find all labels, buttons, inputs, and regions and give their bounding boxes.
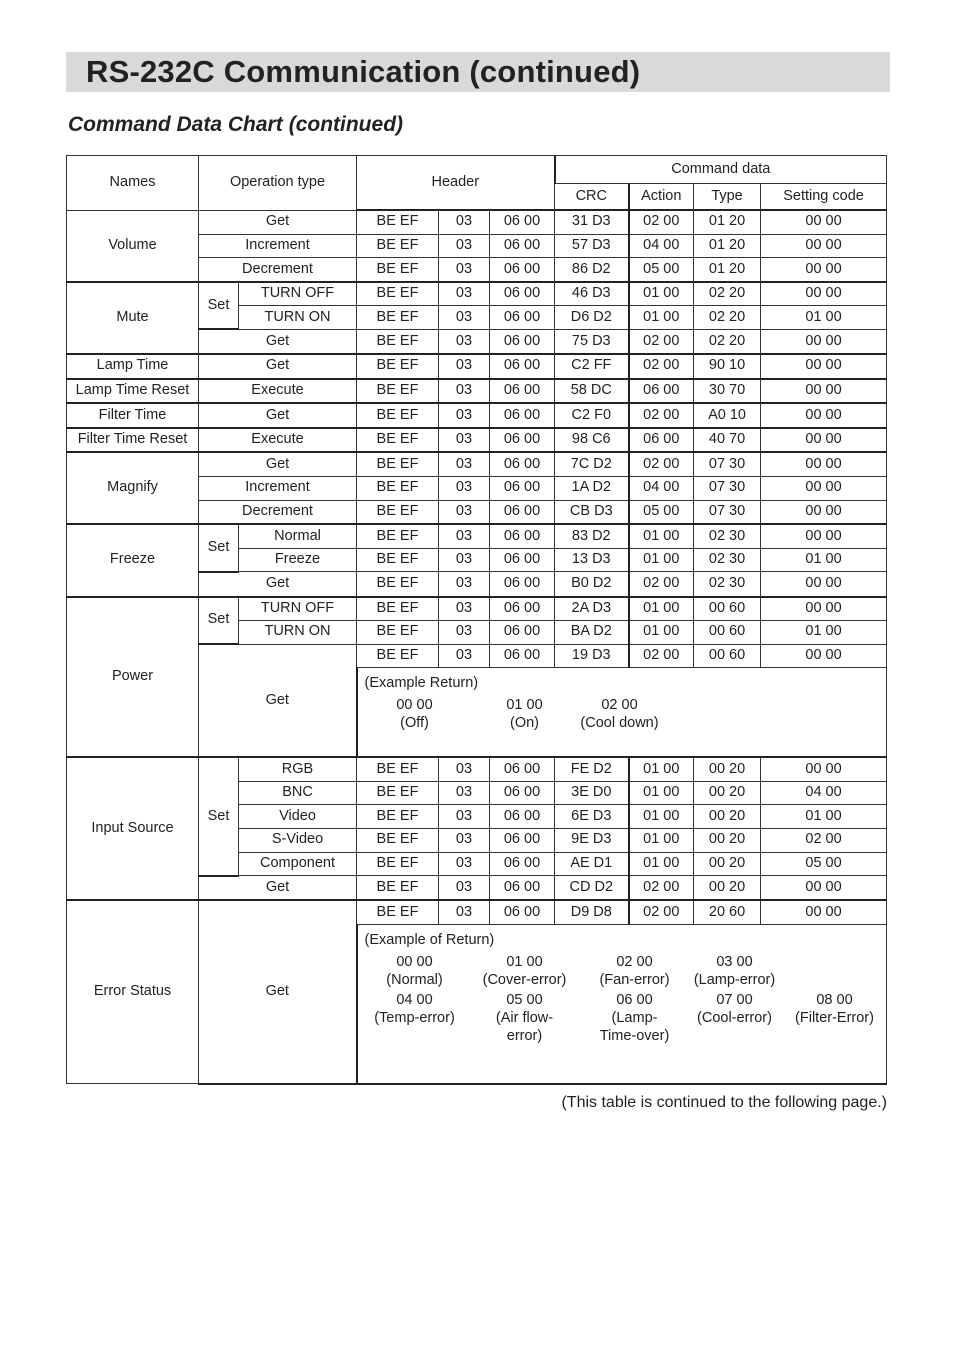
section-title-main: Command Data Chart [68,113,283,136]
cell-h1: BE EF [357,829,439,853]
cell-h3: 06 00 [490,781,555,805]
power-example-cell [357,668,887,758]
cell-action: 01 00 [629,524,694,548]
cell-h3: 06 00 [490,258,555,282]
row-name: Filter Time Reset [67,428,199,453]
operation-type: TURN OFF [239,597,357,621]
cell-crc: B0 D2 [555,572,629,597]
set-label: Set [199,282,239,330]
cell-action: 02 00 [629,572,694,597]
example-code: 07 00 [716,991,753,1008]
cell-type: 01 20 [694,210,761,234]
row-name: Mute [67,282,199,354]
cell-action: 01 00 [629,548,694,572]
cell-setting: 00 00 [761,597,887,621]
cell-crc: D6 D2 [555,306,629,330]
cell-crc: 7C D2 [555,452,629,476]
cell-h3: 06 00 [490,329,555,354]
cell-action: 01 00 [629,829,694,853]
example-item [685,953,785,989]
header-header: Header [357,156,555,211]
cell-crc: 6E D3 [555,805,629,829]
row-name: Lamp Time Reset [67,379,199,404]
cell-crc: FE D2 [555,757,629,781]
example-item [785,991,885,1027]
example-code: 03 00 [716,953,753,970]
cell-action: 01 00 [629,621,694,645]
cell-crc: 46 D3 [555,282,629,306]
page-title: RS-232C Communication (continued) [86,54,641,89]
cell-h3: 06 00 [490,572,555,597]
cell-setting: 00 00 [761,403,887,428]
example-label: (Lamp- Time-over) [599,1009,670,1044]
cell-setting: 01 00 [761,548,887,572]
cell-action: 04 00 [629,234,694,258]
cell-h2: 03 [439,306,490,330]
cell-h2: 03 [439,234,490,258]
example-code: 06 00 [616,991,653,1008]
cell-h3: 06 00 [490,282,555,306]
operation-type: S-Video [239,829,357,853]
cell-h2: 03 [439,876,490,901]
header-operation-type: Operation type [199,156,357,211]
table-row [67,428,887,453]
cell-h1: BE EF [357,329,439,354]
cell-h1: BE EF [357,644,439,668]
example-code: 08 00 [816,991,853,1008]
row-name: Filter Time [67,403,199,428]
cell-action: 04 00 [629,477,694,501]
cell-h1: BE EF [357,500,439,524]
example-item [585,953,685,989]
header-type: Type [694,184,761,211]
example-item [570,696,670,732]
cell-h2: 03 [439,781,490,805]
footnote: (This table is continued to the following page.) [561,1094,887,1111]
cell-type: 20 60 [694,900,761,924]
cell-setting: 00 00 [761,524,887,548]
cell-action: 01 00 [629,282,694,306]
example-label: (Cover-error) [482,971,567,988]
operation-type: Component [239,852,357,876]
cell-crc: 13 D3 [555,548,629,572]
example-item [475,953,575,989]
cell-h1: BE EF [357,379,439,404]
table-row [67,452,887,476]
set-label: Set [199,524,239,572]
cell-h2: 03 [439,403,490,428]
table-row [67,524,887,548]
cell-setting: 00 00 [761,900,887,924]
row-name: Input Source [67,757,199,900]
cell-type: 00 20 [694,781,761,805]
cell-setting: 00 00 [761,329,887,354]
row-name: Freeze [67,524,199,596]
cell-crc: 19 D3 [555,644,629,668]
cell-h1: BE EF [357,757,439,781]
cell-setting: 05 00 [761,852,887,876]
cell-h3: 06 00 [490,428,555,453]
cell-h2: 03 [439,500,490,524]
operation-type: Execute [199,379,357,404]
example-item [585,991,685,1045]
cell-setting: 01 00 [761,621,887,645]
cell-crc: 57 D3 [555,234,629,258]
cell-action: 01 00 [629,852,694,876]
operation-type: Normal [239,524,357,548]
cell-h1: BE EF [357,258,439,282]
cell-h1: BE EF [357,234,439,258]
row-name: Magnify [67,452,199,524]
cell-action: 05 00 [629,500,694,524]
cell-h1: BE EF [357,306,439,330]
cell-setting: 01 00 [761,805,887,829]
cell-action: 01 00 [629,306,694,330]
cell-setting: 00 00 [761,258,887,282]
cell-crc: 83 D2 [555,524,629,548]
cell-h3: 06 00 [490,452,555,476]
cell-type: 02 20 [694,306,761,330]
cell-setting: 00 00 [761,477,887,501]
cell-h1: BE EF [357,452,439,476]
cell-h3: 06 00 [490,306,555,330]
table-row [67,282,887,306]
example-label: (On) [510,715,539,732]
example-label: (Cool down) [580,715,659,732]
example-label: (Temp-error) [374,1009,455,1026]
cell-h2: 03 [439,757,490,781]
operation-type: Increment [199,477,357,501]
cell-h1: BE EF [357,900,439,924]
example-label: (Fan-error) [599,971,670,988]
cell-type: 02 30 [694,548,761,572]
example-code: 01 00 [506,697,543,714]
row-name: Power [67,597,199,758]
cell-type: 07 30 [694,452,761,476]
cell-h3: 06 00 [490,852,555,876]
cell-crc: 9E D3 [555,829,629,853]
example-title: (Example of Return) [364,931,495,948]
operation-type: Decrement [199,500,357,524]
cell-h3: 06 00 [490,354,555,379]
cell-crc: 2A D3 [555,597,629,621]
cell-type: 01 20 [694,258,761,282]
cell-h2: 03 [439,572,490,597]
cell-action: 01 00 [629,757,694,781]
operation-type: TURN ON [239,306,357,330]
cell-h2: 03 [439,452,490,476]
operation-type: Get [199,403,357,428]
operation-type: RGB [239,757,357,781]
cell-setting: 00 00 [761,234,887,258]
cell-h1: BE EF [357,428,439,453]
cell-h2: 03 [439,477,490,501]
cell-type: 00 60 [694,621,761,645]
cell-action: 02 00 [629,876,694,901]
command-data-table [66,155,887,1085]
cell-h3: 06 00 [490,644,555,668]
cell-h1: BE EF [357,621,439,645]
cell-type: 07 30 [694,500,761,524]
operation-type: BNC [239,781,357,805]
error-example-cell [357,924,887,1084]
cell-type: 02 30 [694,524,761,548]
cell-h2: 03 [439,210,490,234]
example-code: 05 00 [506,991,543,1008]
header-names: Names [67,156,199,211]
cell-h2: 03 [439,597,490,621]
cell-h3: 06 00 [490,548,555,572]
operation-type: Decrement [199,258,357,282]
title-bar [66,52,890,92]
cell-type: 02 30 [694,572,761,597]
example-item [365,953,465,989]
example-label: (Filter-Error) [795,1009,874,1026]
example-title: (Example Return) [364,675,479,692]
cell-h2: 03 [439,900,490,924]
cell-setting: 00 00 [761,644,887,668]
cell-crc: 1A D2 [555,477,629,501]
cell-h1: BE EF [357,805,439,829]
cell-h3: 06 00 [490,876,555,901]
cell-setting: 00 00 [761,452,887,476]
row-name: Lamp Time [67,354,199,379]
cell-h1: BE EF [357,210,439,234]
example-item [365,696,465,732]
cell-h3: 06 00 [490,210,555,234]
cell-action: 02 00 [629,900,694,924]
header-crc: CRC [555,184,629,211]
table-row [67,354,887,379]
cell-h1: BE EF [357,572,439,597]
operation-type: Get [199,644,357,757]
operation-type: Get [199,210,357,234]
cell-setting: 00 00 [761,379,887,404]
row-name: Volume [67,210,199,282]
cell-h1: BE EF [357,354,439,379]
cell-h3: 06 00 [490,403,555,428]
cell-setting: 00 00 [761,572,887,597]
cell-h3: 06 00 [490,757,555,781]
cell-h1: BE EF [357,781,439,805]
example-code: 04 00 [396,991,433,1008]
table-row [67,379,887,404]
cell-h1: BE EF [357,597,439,621]
cell-h2: 03 [439,621,490,645]
operation-type: Get [199,329,357,354]
operation-type: Get [199,452,357,476]
cell-crc: AE D1 [555,852,629,876]
cell-h3: 06 00 [490,379,555,404]
operation-type: Increment [199,234,357,258]
cell-h2: 03 [439,852,490,876]
cell-h2: 03 [439,428,490,453]
header-setting-code: Setting code [761,184,887,211]
table-row [67,210,887,234]
cell-h3: 06 00 [490,524,555,548]
set-label: Set [199,757,239,875]
operation-type: Get [199,900,357,1084]
cell-crc: D9 D8 [555,900,629,924]
cell-type: 30 70 [694,379,761,404]
table-row [67,757,887,781]
example-label: (Normal) [386,971,443,988]
cell-h2: 03 [439,548,490,572]
example-label: (Lamp-error) [693,971,776,988]
cell-crc: CB D3 [555,500,629,524]
cell-setting: 00 00 [761,282,887,306]
cell-type: 40 70 [694,428,761,453]
cell-h3: 06 00 [490,621,555,645]
cell-setting: 01 00 [761,306,887,330]
cell-action: 02 00 [629,210,694,234]
cell-h2: 03 [439,329,490,354]
cell-h2: 03 [439,524,490,548]
cell-action: 06 00 [629,428,694,453]
set-label: Set [199,597,239,645]
operation-type: TURN ON [239,621,357,645]
operation-type: Get [199,354,357,379]
table-body [67,156,887,1084]
cell-crc: 3E D0 [555,781,629,805]
cell-type: 00 60 [694,597,761,621]
cell-setting: 00 00 [761,876,887,901]
cell-h2: 03 [439,354,490,379]
cell-action: 02 00 [629,452,694,476]
example-code: 01 00 [506,953,543,970]
cell-action: 01 00 [629,781,694,805]
cell-setting: 04 00 [761,781,887,805]
cell-h3: 06 00 [490,829,555,853]
example-item [365,991,465,1027]
example-values [365,696,887,740]
example-code: 02 00 [616,953,653,970]
cell-setting: 00 00 [761,500,887,524]
cell-crc: 75 D3 [555,329,629,354]
operation-type: Video [239,805,357,829]
table-row [67,403,887,428]
cell-h2: 03 [439,379,490,404]
cell-h3: 06 00 [490,900,555,924]
cell-type: 02 20 [694,329,761,354]
section-title-continued: (continued) [288,113,404,136]
operation-type: Freeze [239,548,357,572]
example-item [475,696,575,732]
cell-h2: 03 [439,282,490,306]
cell-action: 02 00 [629,354,694,379]
cell-setting: 00 00 [761,354,887,379]
example-item [475,991,575,1045]
operation-type: TURN OFF [239,282,357,306]
example-label: (Air flow- error) [495,1009,554,1044]
cell-crc: C2 F0 [555,403,629,428]
example-label: (Cool-error) [697,1009,772,1026]
cell-h1: BE EF [357,524,439,548]
cell-h1: BE EF [357,282,439,306]
cell-setting: 00 00 [761,428,887,453]
cell-action: 01 00 [629,597,694,621]
cell-h3: 06 00 [490,234,555,258]
cell-h1: BE EF [357,852,439,876]
example-code: 00 00 [396,953,433,970]
cell-h3: 06 00 [490,805,555,829]
cell-type: 00 20 [694,852,761,876]
cell-crc: 98 C6 [555,428,629,453]
cell-type: 00 60 [694,644,761,668]
cell-type: 07 30 [694,477,761,501]
cell-crc: BA D2 [555,621,629,645]
cell-h3: 06 00 [490,597,555,621]
row-name: Error Status [67,900,199,1084]
cell-type: 00 20 [694,829,761,853]
cell-h3: 06 00 [490,477,555,501]
header-command-data: Command data [555,156,887,184]
cell-type: A0 10 [694,403,761,428]
cell-type: 00 20 [694,805,761,829]
cell-h1: BE EF [357,876,439,901]
cell-action: 02 00 [629,644,694,668]
cell-action: 02 00 [629,329,694,354]
cell-type: 01 20 [694,234,761,258]
example-code: 00 00 [396,697,433,714]
cell-setting: 00 00 [761,210,887,234]
cell-h1: BE EF [357,548,439,572]
cell-action: 01 00 [629,805,694,829]
operation-type: Execute [199,428,357,453]
cell-type: 00 20 [694,757,761,781]
cell-crc: 86 D2 [555,258,629,282]
cell-action: 06 00 [629,379,694,404]
cell-setting: 00 00 [761,757,887,781]
section-title [68,113,403,137]
cell-action: 02 00 [629,403,694,428]
cell-crc: 58 DC [555,379,629,404]
example-item [685,991,785,1027]
cell-type: 00 20 [694,876,761,901]
operation-type: Get [199,876,357,901]
cell-h3: 06 00 [490,500,555,524]
cell-crc: C2 FF [555,354,629,379]
cell-action: 05 00 [629,258,694,282]
cell-h2: 03 [439,805,490,829]
example-values [365,953,887,1053]
cell-h1: BE EF [357,477,439,501]
table-row [67,597,887,621]
cell-h2: 03 [439,829,490,853]
header-action: Action [629,184,694,211]
cell-h2: 03 [439,644,490,668]
example-code: 02 00 [601,697,638,714]
cell-crc: CD D2 [555,876,629,901]
cell-type: 90 10 [694,354,761,379]
cell-crc: 31 D3 [555,210,629,234]
cell-h1: BE EF [357,403,439,428]
example-label: (Off) [400,715,429,732]
operation-type: Get [199,572,357,597]
cell-h2: 03 [439,258,490,282]
table-row [67,900,887,924]
cell-type: 02 20 [694,282,761,306]
cell-setting: 02 00 [761,829,887,853]
